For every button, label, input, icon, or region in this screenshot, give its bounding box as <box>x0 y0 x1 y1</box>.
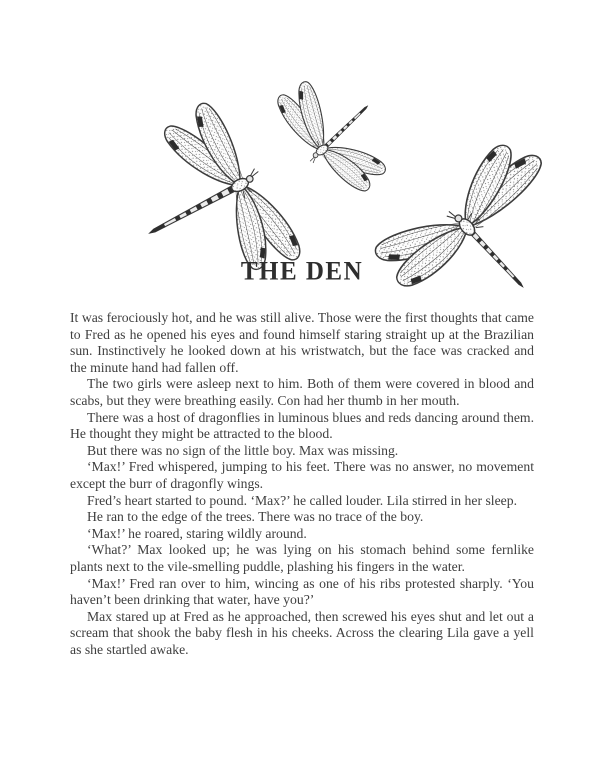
paragraph-5: ‘Max!’ Fred whispered, jumping to his feet. There was no answer, no movement except the burr of dragonfly wings. <box>70 459 534 491</box>
paragraph-1: It was ferociously hot, and he was still alive. Those were the first thoughts that came to Fred as he opened his eyes and found himself staring straight up at the Brazilian sun. Instinctively he looked down at his wristwatch, but the face was cracked and the minute hand had fallen off. <box>70 310 534 375</box>
paragraph-11: Max stared up at Fred as he approached, then screwed his eyes shut and let out a scream that shook the baby flesh in his cheeks. Across the clearing Lila gave a yell as she startled awake. <box>70 608 534 657</box>
paragraph-10: ‘Max!’ Fred ran over to him, wincing as one of his ribs protested sharply. ‘You haven’t been drinking that water, have you?’ <box>70 575 534 608</box>
chapter-body-text <box>70 310 534 658</box>
dragonfly-left <box>148 99 307 272</box>
chapter-title: THE DEN <box>240 257 364 286</box>
paragraph-2: The two girls were asleep next to him. Both of them were covered in blood and scabs, but they were breathing easily. Con had her thumb in her mouth. <box>70 376 534 408</box>
paragraph-6: Fred’s heart started to pound. ‘Max?’ he called louder. Lila stirred in her sleep. <box>87 492 517 508</box>
paragraph-8: ‘Max!’ he roared, staring wildly around. <box>87 525 307 541</box>
paragraph-4: But there was no sign of the little boy. Max was missing. <box>87 442 399 458</box>
paragraph-3: There was a host of dragonflies in luminous blues and reds dancing around them. He thought they might be attracted to the blood. <box>70 409 534 442</box>
paragraph-9: ‘What?’ Max looked up; he was lying on his stomach behind some fernlike plants next to the vile-smelling puddle, plashing his fingers in the water. <box>70 542 534 574</box>
paragraph-7: He ran to the edge of the trees. There was no trace of the boy. <box>87 509 424 525</box>
dragonfly-top <box>272 80 388 196</box>
